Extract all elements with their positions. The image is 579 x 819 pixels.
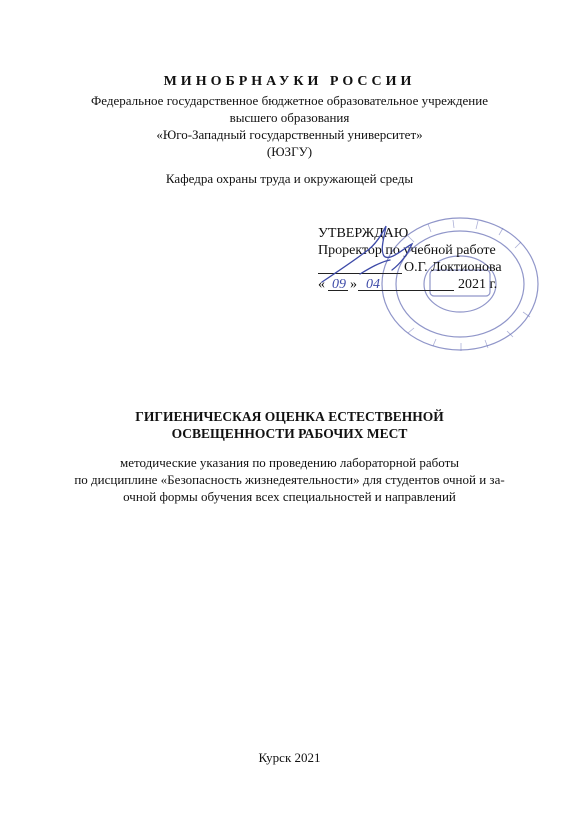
date-open-quote: «	[318, 277, 325, 292]
document-title-line-1: ГИГИЕНИЧЕСКАЯ ОЦЕНКА ЕСТЕСТВЕННОЙ	[135, 409, 444, 424]
institution-abbreviation: (ЮЗГУ)	[266, 144, 313, 159]
institution-line-3: «Юго-Западный государственный университет»	[156, 127, 423, 142]
description-line-2: по дисциплине «Безопасность жизнедеятельности» для студентов очной и за-	[74, 472, 505, 487]
institution-line-1: Федеральное государственное бюджетное образовательное учреждение	[91, 93, 488, 108]
date-month: 04	[366, 277, 380, 292]
document-title-line-2: ОСВЕЩЕННОСТИ РАБОЧИХ МЕСТ	[171, 426, 408, 441]
approval-position: Проректор по учебной работе	[318, 243, 496, 258]
date-year: 2021 г.	[458, 277, 498, 292]
department-name: Кафедра охраны труда и окружающей среды	[165, 171, 414, 186]
date-day: 09	[332, 277, 346, 292]
description-line-3: очной формы обучения всех специальностей и направлений	[123, 489, 456, 504]
date-close-quote: »	[350, 277, 357, 292]
approver-name: О.Г. Локтионова	[404, 260, 502, 275]
description-line-1: методические указания по проведению лабораторной работы	[119, 455, 460, 470]
signature-icon	[300, 220, 440, 300]
ministry-name: МИНОБРНАУКИ РОССИИ	[163, 74, 416, 89]
approval-heading: УТВЕРЖДАЮ	[318, 226, 409, 241]
city-year: Курск 2021	[258, 750, 321, 765]
institution-line-2: высшего образования	[229, 110, 350, 125]
